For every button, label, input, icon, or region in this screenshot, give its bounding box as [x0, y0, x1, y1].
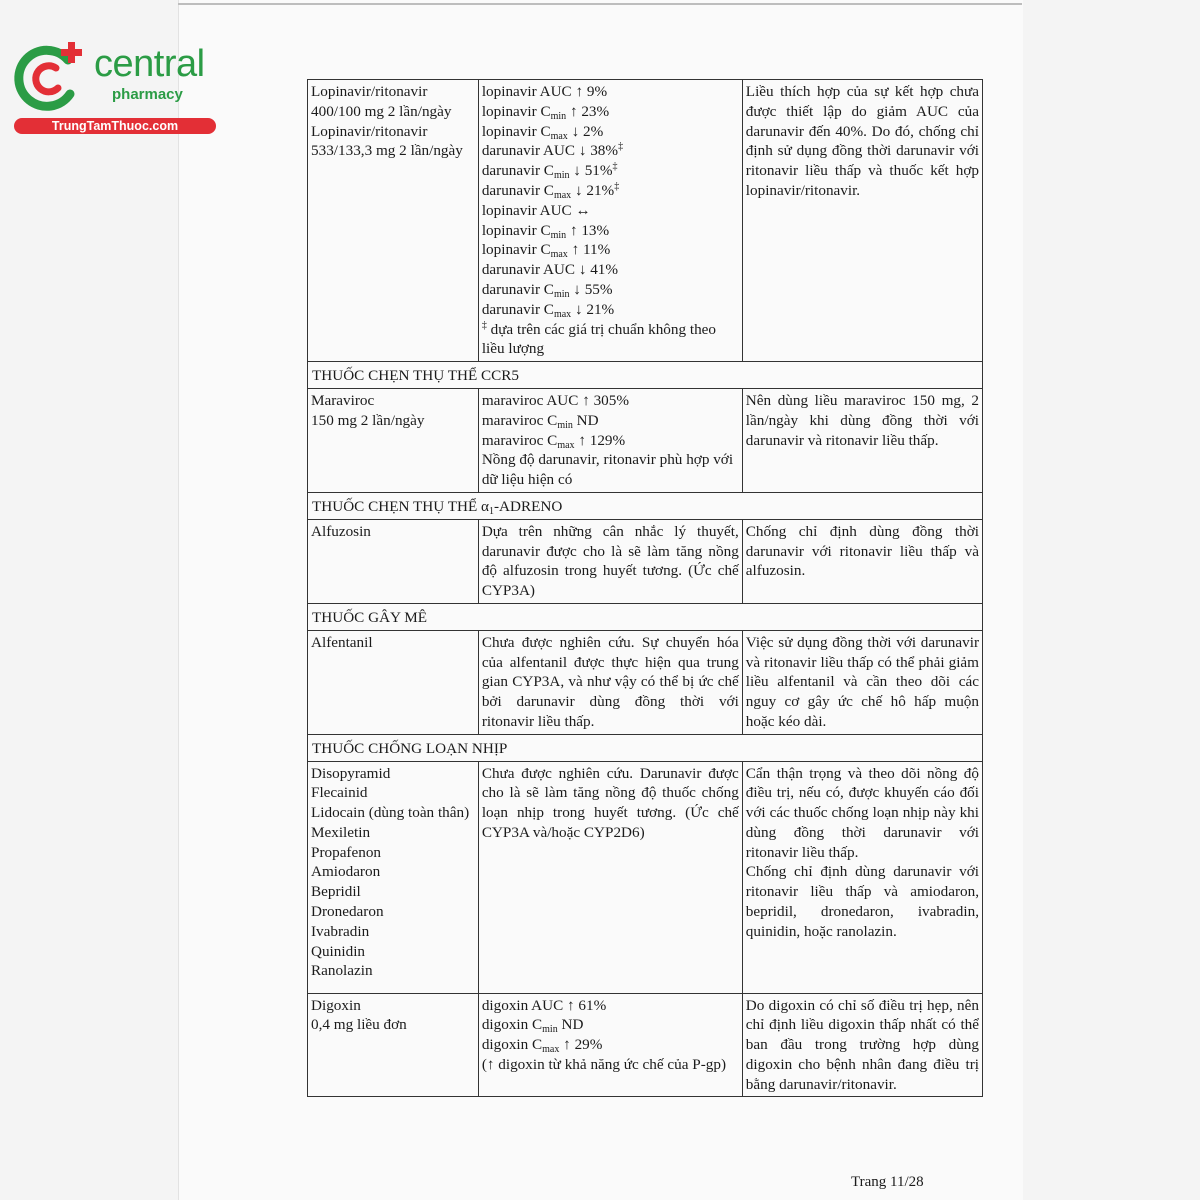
section-title: THUỐC CHẸN THỤ THỂ CCR5: [308, 362, 983, 389]
effect-line: digoxin AUC ↑ 61%: [481, 996, 607, 1014]
drug-name: Flecainid: [311, 784, 368, 802]
effect-text: Nồng độ darunavir, ritonavir phù hợp với dữ liệu hiện có: [481, 451, 734, 489]
drug-name: Digoxin: [311, 996, 361, 1014]
effect-text: (↑ digoxin từ khả năng ức chế của P-gp): [481, 1055, 727, 1073]
drug-name: Bepridil: [311, 883, 361, 901]
recommendation-text: Cẩn thận trọng và theo dõi nồng độ điều trị, nếu có, được khuyến cáo đối với các thuốc chống loạn nhịp này khi dùng đồng thời darunavir với ritonavir liều thấp.: [745, 764, 979, 861]
effect-line: darunavir AUC ↓ 38%‡: [481, 141, 624, 160]
table-row: [308, 993, 983, 1097]
effect-line: darunavir $C_{min}$ ↓ 55%: [481, 280, 613, 300]
effect-footnote: ‡ dựa trên các giá trị chuẩn không theo liều lượng: [481, 319, 717, 358]
central-logo-icon: [10, 38, 90, 116]
effect-cell: Chưa được nghiên cứu. Sự chuyển hóa của alfentanil được thực hiện qua trung gian CYP3A, và như vậy có thể bị ức chế bởi darunavir dùng đồng thời với ritonavir liều thấp.: [478, 630, 742, 734]
effect-line: lopinavir $C_{max}$ ↑ 11%: [481, 241, 611, 261]
section-title: THUỐC CHẸN THỤ THỂ $\alpha_1$-ADRENO: [308, 492, 983, 519]
effect-cell: Dựa trên những cân nhắc lý thuyết, darunavir được cho là sẽ làm tăng nồng độ alfuzosin trong huyết tương. (Ức chế CYP3A): [478, 519, 742, 603]
section-row: [308, 734, 983, 761]
effect-line: maraviroc $C_{min}$ ND: [481, 411, 599, 431]
table-row: [308, 388, 983, 492]
drug-name: Ivabradin: [311, 922, 370, 940]
drug-dose: 0,4 mg liều đơn: [311, 1016, 407, 1034]
recommendation-cell: Do digoxin có chỉ số điều trị hẹp, nên chỉ định liều digoxin thấp nhất có thể ban đầu trong trường hợp dùng digoxin cho bệnh nhân đang điều trị bằng darunavir/ritonavir.: [742, 993, 982, 1097]
effect-line: darunavir $C_{max}$ ↓ 21%‡: [481, 180, 620, 201]
logo-subtitle: pharmacy: [112, 86, 183, 103]
central-pharmacy-logo[interactable]: [8, 38, 218, 136]
effect-cell: [478, 388, 742, 492]
effect-line: maraviroc $C_{max}$ ↑ 129%: [481, 431, 626, 451]
table-row: [308, 761, 983, 993]
effect-line: digoxin $C_{max}$ ↑ 29%: [481, 1036, 603, 1056]
drug-interaction-table: [307, 79, 983, 1097]
drug-dose: 150 mg 2 lần/ngày: [311, 411, 425, 429]
drug-name: Lidocain (dùng toàn thân): [311, 804, 470, 822]
recommendation-cell: Việc sử dụng đồng thời với darunavir và ritonavir liều thấp có thể phải giảm liều alfentanil và cần theo dõi các nguy cơ gây ức chế hô hấp muộn hoặc kéo dài.: [742, 630, 982, 734]
drug-cell: [308, 80, 479, 362]
drug-name: Quinidin: [311, 942, 366, 960]
drug-cell: [308, 388, 479, 492]
drug-name: Maraviroc: [311, 391, 375, 409]
effect-line: darunavir $C_{max}$ ↓ 21%: [481, 300, 615, 320]
effect-line: lopinavir $C_{min}$ ↑ 13%: [481, 221, 610, 241]
section-title: THUỐC CHỐNG LOẠN NHỊP: [308, 734, 983, 761]
effect-cell: [478, 80, 742, 362]
drug-cell: [308, 993, 479, 1097]
drug-cell: [308, 630, 479, 734]
effect-line: lopinavir $C_{min}$ ↑ 23%: [481, 102, 610, 122]
effect-cell: Chưa được nghiên cứu. Darunavir được cho là sẽ làm tăng nồng độ thuốc chống loạn nhịp trong huyết tương. (Ức chế CYP3A và/hoặc CYP2D6): [478, 761, 742, 993]
section-row: [308, 492, 983, 519]
table-row: [308, 630, 983, 734]
page-top-edge: [178, 3, 1022, 5]
recommendation-cell: Liều thích hợp của sự kết hợp chưa được thiết lập do giảm AUC của darunavir đến 40%. Do đó, chống chỉ định sử dụng đồng thời darunavir với ritonavir liều thấp và thuốc kết hợp lopinavir/ritonavir.: [742, 80, 982, 362]
effect-cell: [478, 993, 742, 1097]
effect-line: darunavir $C_{min}$ ↓ 51%‡: [481, 161, 618, 182]
drug-name: Dronedaron: [311, 903, 384, 921]
recommendation-text: Chống chỉ định dùng darunavir với ritonavir liều thấp và amiodaron, bepridil, dronedaron, ivabradin, quinidin, hoặc ranolazin.: [745, 863, 979, 940]
effect-line: lopinavir AUC ↔: [481, 201, 591, 219]
effect-line: maraviroc AUC ↑ 305%: [481, 391, 630, 409]
recommendation-cell: [742, 761, 982, 993]
effect-line: darunavir AUC ↓ 41%: [481, 261, 619, 279]
effect-line: lopinavir $C_{max}$ ↓ 2%: [481, 122, 604, 142]
recommendation-cell: Nên dùng liều maraviroc 150 mg, 2 lần/ngày khi dùng đồng thời với darunavir và ritonavir liều thấp.: [742, 388, 982, 492]
page-number: Trang 11/28: [851, 1174, 924, 1190]
drug-name: Propafenon: [311, 843, 382, 861]
recommendation-cell: Chống chỉ định dùng đồng thời darunavir với ritonavir liều thấp và alfuzosin.: [742, 519, 982, 603]
effect-line: digoxin $C_{min}$ ND: [481, 1016, 584, 1036]
section-row: [308, 362, 983, 389]
drug-name: Alfuzosin: [311, 522, 371, 540]
drug-name: Disopyramid: [311, 764, 391, 782]
drug-cell: [308, 519, 479, 603]
table-row: [308, 519, 983, 603]
section-row: [308, 603, 983, 630]
drug-name: Amiodaron: [311, 863, 381, 881]
drug-name: Alfentanil: [311, 633, 373, 651]
drug-name: Lopinavir/ritonavir: [311, 83, 428, 100]
drug-name: Mexiletin: [311, 823, 371, 841]
drug-name: Lopinavir/ritonavir: [311, 122, 428, 140]
logo-website: TrungTamThuoc.com: [14, 118, 216, 134]
effect-line: lopinavir AUC ↑ 9%: [481, 83, 608, 100]
drug-dose: 533/133,3 mg 2 lần/ngày: [311, 142, 463, 160]
table-row: [308, 80, 983, 362]
logo-name: central: [94, 43, 205, 85]
drug-name: Ranolazin: [311, 962, 373, 980]
drug-cell: [308, 761, 479, 993]
drug-dose: 400/100 mg 2 lần/ngày: [311, 102, 452, 120]
section-title: THUỐC GÂY MÊ: [308, 603, 983, 630]
